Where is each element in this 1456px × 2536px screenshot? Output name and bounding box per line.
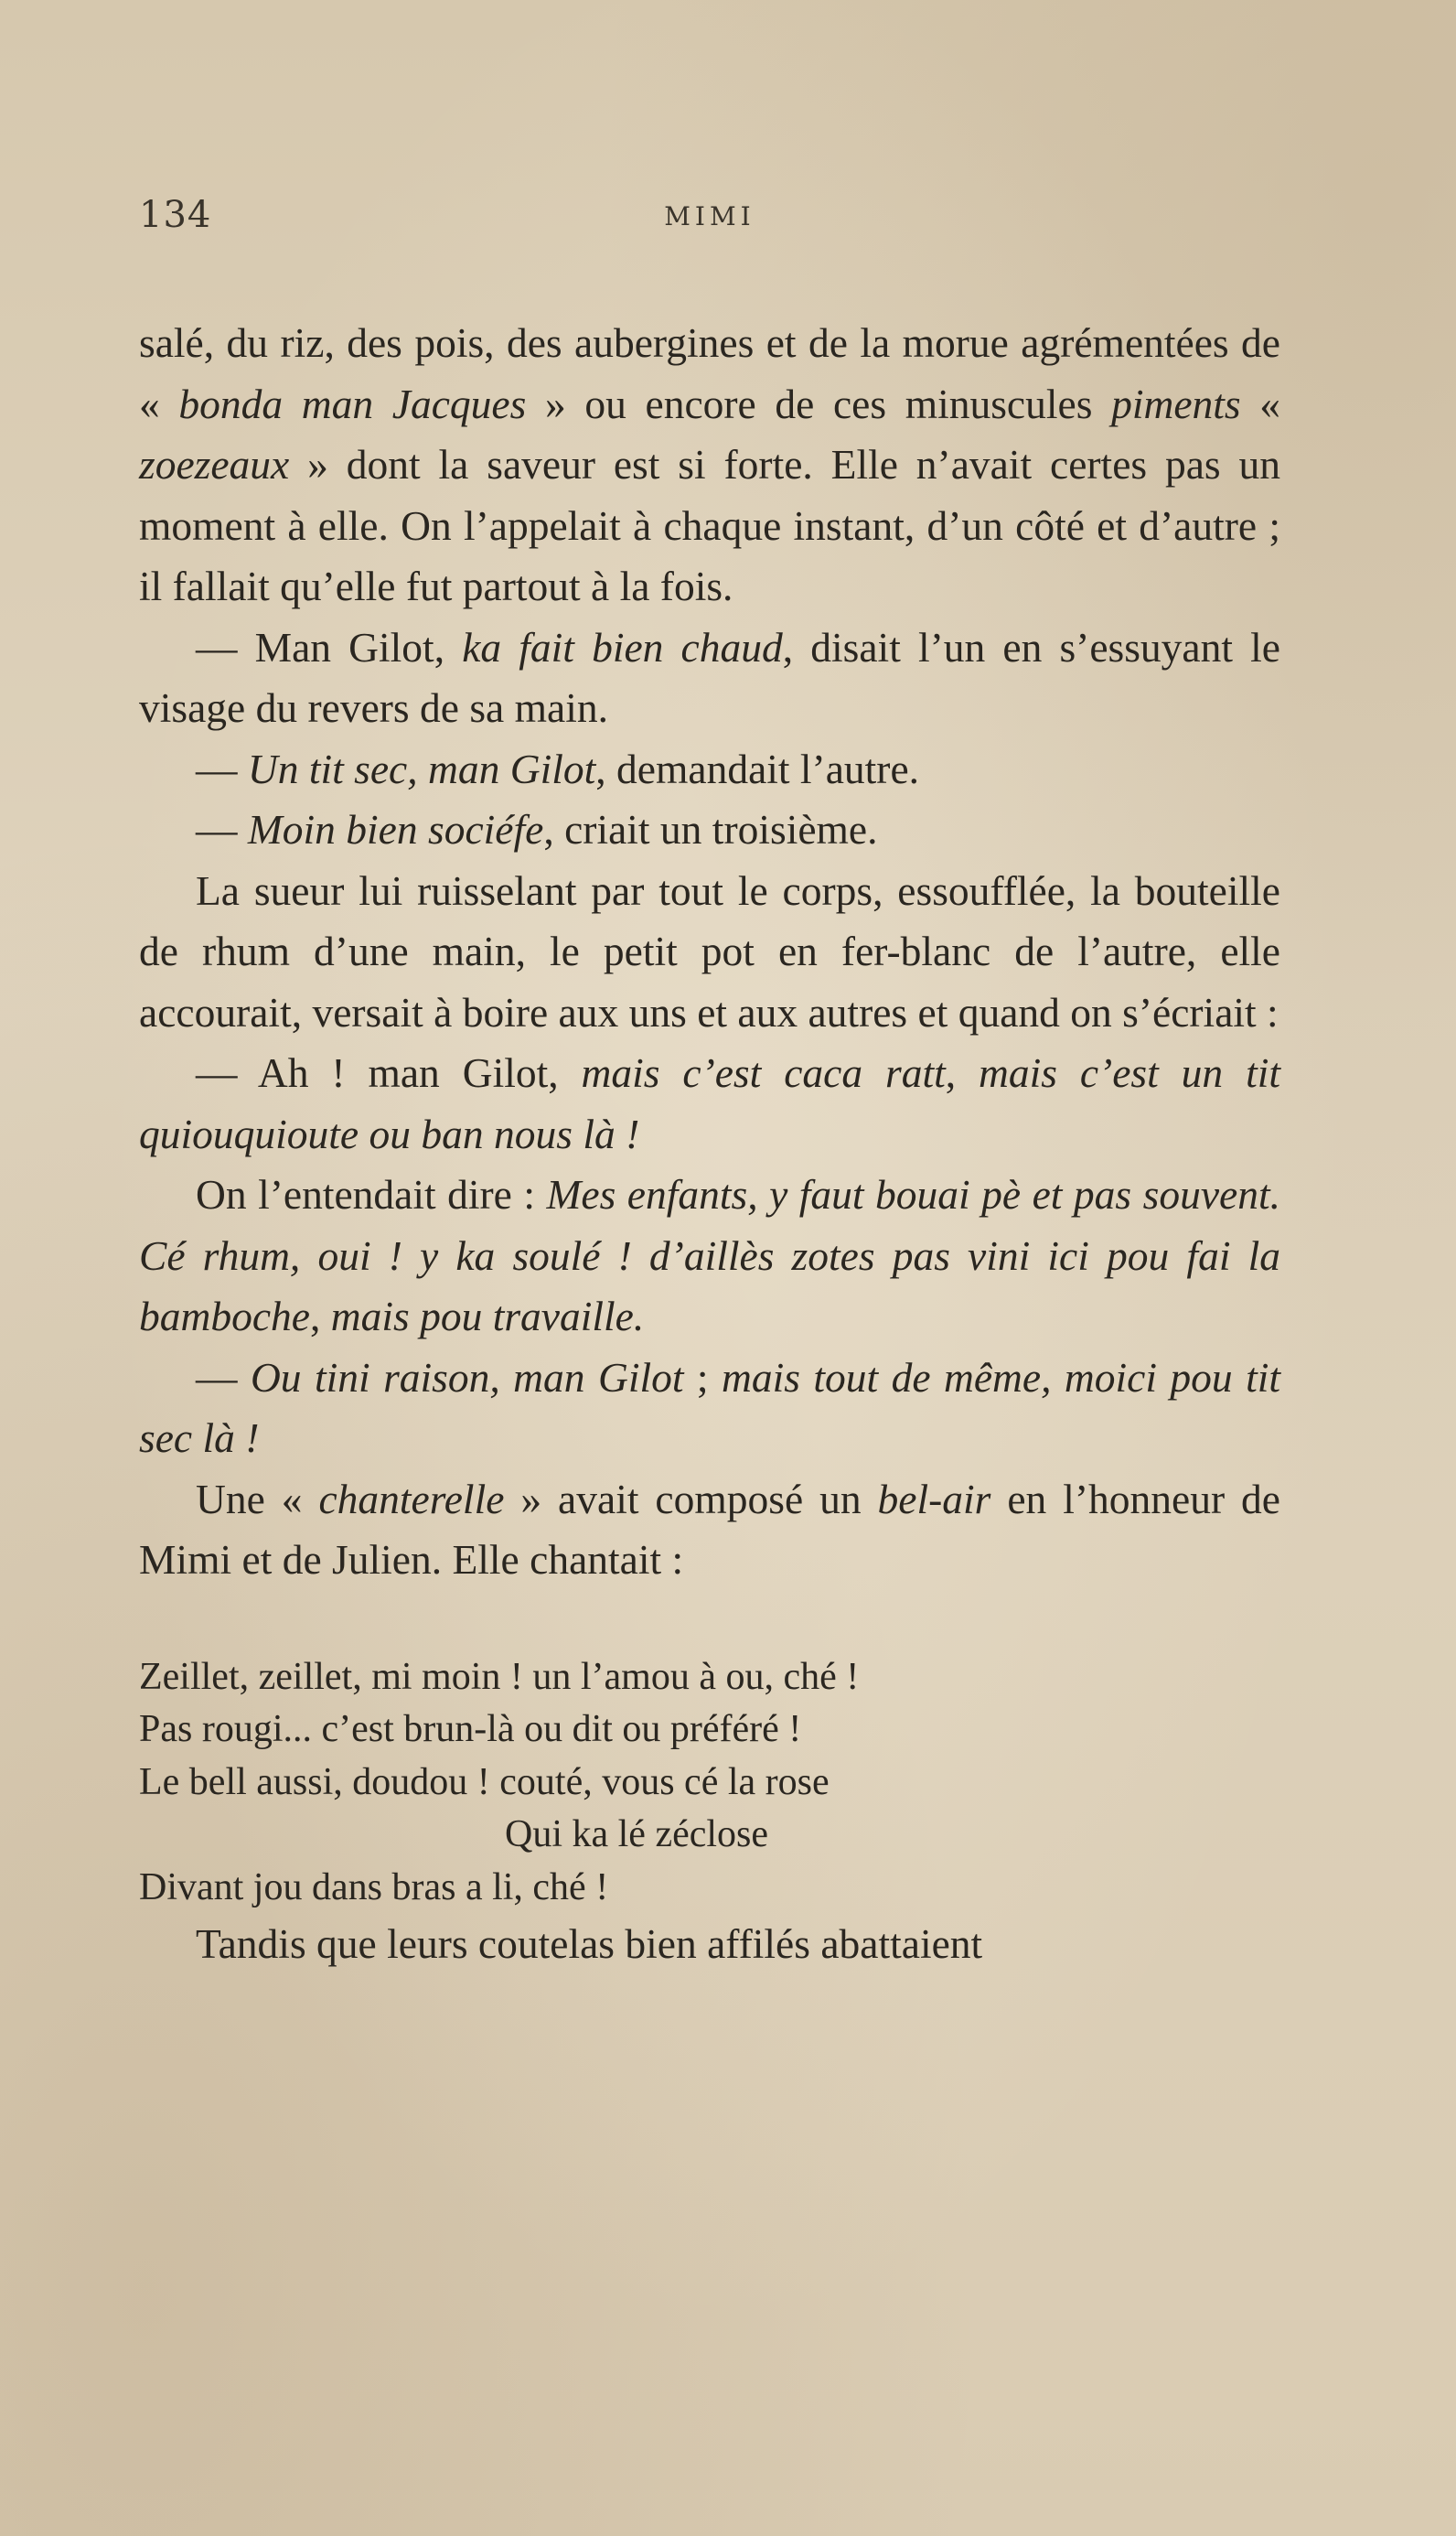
verse-line: Qui ka lé zéclose xyxy=(505,1813,769,1855)
paragraph-3: — Un tit sec, man Gilot, demandait l’autre. xyxy=(196,745,920,792)
paragraph-5: La sueur lui ruisselant par tout le corps, essoufflée, la bouteille de rhum d’une main, le petit pot en fer-blanc de l’autre, elle accourait, versait à boire aux uns et aux autres et quand on s’écriait : xyxy=(139,866,1280,1036)
paragraph-7: On l’entendait dire : Mes enfants, y faut bouai pè et pas souvent. Cé rhum, oui ! y ka soulé ! d’aillès zotes pas vini ici pou fai la bamboche, mais pou travaille. xyxy=(139,1171,1280,1339)
page-number: 134 xyxy=(139,194,212,236)
paragraph-2: — Man Gilot, ka fait bien chaud, disait l’un en s’essuyant le visage du revers de sa main. xyxy=(139,623,1280,731)
verse-line: Zeillet, zeillet, mi moin ! un l’amou à ou, ché ! xyxy=(139,1655,860,1698)
paragraph-6: — Ah ! man Gilot, mais c’est caca ratt, mais c’est un tit quiouquioute ou ban nous là ! xyxy=(139,1049,1281,1157)
song-verse xyxy=(139,1651,1280,1915)
paragraph-9: Une « chanterelle » avait composé un bel-air en l’honneur de Mimi et de Julien. Elle chantait : xyxy=(139,1475,1280,1583)
verse-line: Le bell aussi, doudou ! couté, vous cé la rose xyxy=(139,1760,830,1803)
verse-line: Pas rougi... c’est brun-là ou dit ou préféré ! xyxy=(139,1708,802,1750)
page-header xyxy=(139,194,1280,249)
verse-line: Divant jou dans bras a li, ché ! xyxy=(139,1865,609,1908)
page-body xyxy=(139,313,1280,1975)
paragraph-8: — Ou tini raison, man Gilot ; mais tout de même, moici pou tit sec là ! xyxy=(139,1353,1280,1461)
paragraph-10: Tandis que leurs coutelas bien affilés abattaient xyxy=(196,1920,983,1967)
paragraph-4: — Moin bien sociéfe, criait un troisième. xyxy=(196,806,878,853)
running-head: MIMI xyxy=(664,201,755,231)
paragraph-1: salé, du riz, des pois, des aubergines et de la morue agrémentées de « bonda man Jacques » ou encore de ces minuscules piments « zoezeaux » dont la saveur est si forte. Elle n’avait certes pas un moment à elle. On l’appelait à chaque instant, d’un côté et d’autre ; il fallait qu’elle fut partout à la fois. xyxy=(139,319,1280,609)
